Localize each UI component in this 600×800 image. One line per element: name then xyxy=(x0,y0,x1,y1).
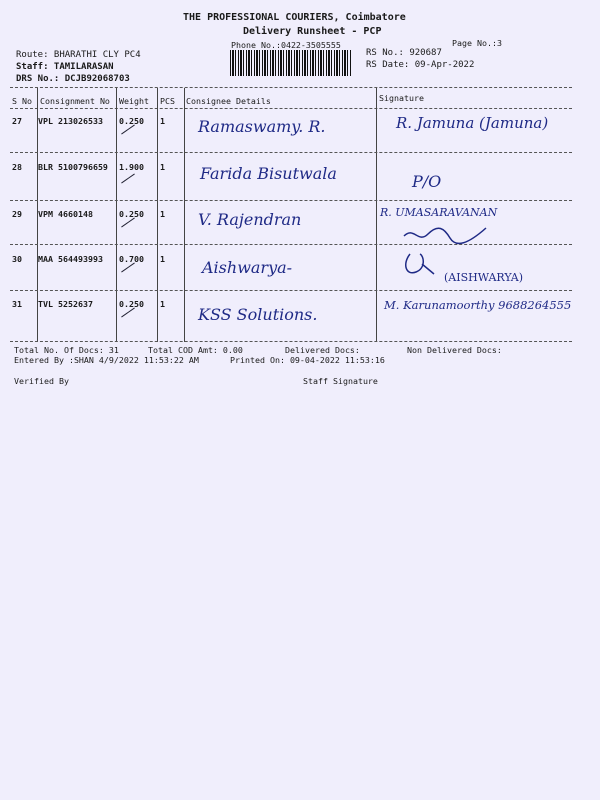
signature-scribble xyxy=(400,250,440,280)
row-pcs: 1 xyxy=(160,162,165,172)
delivered-docs: Delivered Docs: xyxy=(285,345,360,355)
row-pcs: 1 xyxy=(160,254,165,264)
staff: Staff: TAMILARASAN xyxy=(16,62,114,72)
check-mark xyxy=(121,308,135,318)
recipient-signature: M. Karunamoorthy 9688264555 xyxy=(384,298,572,312)
consignee-name: Aishwarya- xyxy=(202,258,293,277)
consignee-name: KSS Solutions. xyxy=(198,305,318,324)
row-sno: 29 xyxy=(12,209,22,219)
column-line xyxy=(376,88,377,342)
consignee-name: Ramaswamy. R. xyxy=(198,117,326,136)
col-consignment: Consignment No xyxy=(40,96,110,106)
column-line xyxy=(184,88,185,342)
row-weight: 0.250 xyxy=(119,116,144,126)
col-pcs: PCS xyxy=(160,96,175,106)
row-consignment: TVL 5252637 xyxy=(38,299,93,309)
check-mark xyxy=(121,218,135,228)
consignee-name: V. Rajendran xyxy=(198,210,302,229)
col-consignee: Consignee Details xyxy=(186,96,271,106)
row-divider xyxy=(10,244,572,245)
document-title: Delivery Runsheet - PCP xyxy=(243,26,382,37)
row-sno: 30 xyxy=(12,254,22,264)
route: Route: BHARATHI CLY PC4 xyxy=(16,50,141,60)
row-sno: 28 xyxy=(12,162,22,172)
row-pcs: 1 xyxy=(160,116,165,126)
row-sno: 31 xyxy=(12,299,22,309)
total-docs: Total No. Of Docs: 31 xyxy=(14,345,119,355)
rs-date: RS Date: 09-Apr-2022 xyxy=(366,60,475,70)
col-sno: S No xyxy=(12,96,32,106)
row-divider xyxy=(10,200,572,201)
row-weight: 1.900 xyxy=(119,162,144,172)
recipient-signature: R. Jamuna (Jamuna) xyxy=(396,114,549,132)
row-consignment: VPM 4660148 xyxy=(38,209,93,219)
row-weight: 0.250 xyxy=(119,209,144,219)
row-pcs: 1 xyxy=(160,299,165,309)
col-signature: Signature xyxy=(379,93,424,103)
recipient-signature: R. UMASARAVANAN xyxy=(380,206,498,219)
drs-number: DRS No.: DCJB92068703 xyxy=(16,74,130,84)
page-number: Page No.:3 xyxy=(452,38,502,48)
divider xyxy=(10,87,572,88)
phone-number: Phone No.:0422-3505555 xyxy=(231,40,341,50)
row-divider xyxy=(10,290,572,291)
check-mark xyxy=(121,263,135,273)
recipient-signature: P/O xyxy=(412,172,442,191)
rs-number: RS No.: 920687 xyxy=(366,48,442,58)
check-mark xyxy=(121,125,135,135)
row-sno: 27 xyxy=(12,116,22,126)
verified-by: Verified By xyxy=(14,376,69,386)
barcode xyxy=(230,50,352,76)
entered-by: Entered By :SHAN 4/9/2022 11:53:22 AM xyxy=(14,355,199,365)
total-cod: Total COD Amt: 0.00 xyxy=(148,345,243,355)
row-weight: 0.700 xyxy=(119,254,144,264)
col-weight: Weight xyxy=(119,96,149,106)
row-divider xyxy=(10,341,572,342)
row-consignment: MAA 564493993 xyxy=(38,254,103,264)
check-mark xyxy=(121,174,135,184)
non-delivered-docs: Non Delivered Docs: xyxy=(407,345,502,355)
column-line xyxy=(157,88,158,342)
row-divider xyxy=(10,152,572,153)
divider xyxy=(10,108,572,109)
recipient-signature: (AISHWARYA) xyxy=(444,271,523,284)
row-weight: 0.250 xyxy=(119,299,144,309)
column-line xyxy=(116,88,117,342)
printed-on: Printed On: 09-04-2022 11:53:16 xyxy=(230,355,385,365)
signature-scribble xyxy=(400,222,490,246)
staff-signature-label: Staff Signature xyxy=(303,376,378,386)
row-pcs: 1 xyxy=(160,209,165,219)
row-consignment: VPL 213026533 xyxy=(38,116,103,126)
company-name: THE PROFESSIONAL COURIERS, Coimbatore xyxy=(183,12,406,23)
row-consignment: BLR 5100796659 xyxy=(38,162,108,172)
consignee-name: Farida Bisutwala xyxy=(200,164,337,183)
